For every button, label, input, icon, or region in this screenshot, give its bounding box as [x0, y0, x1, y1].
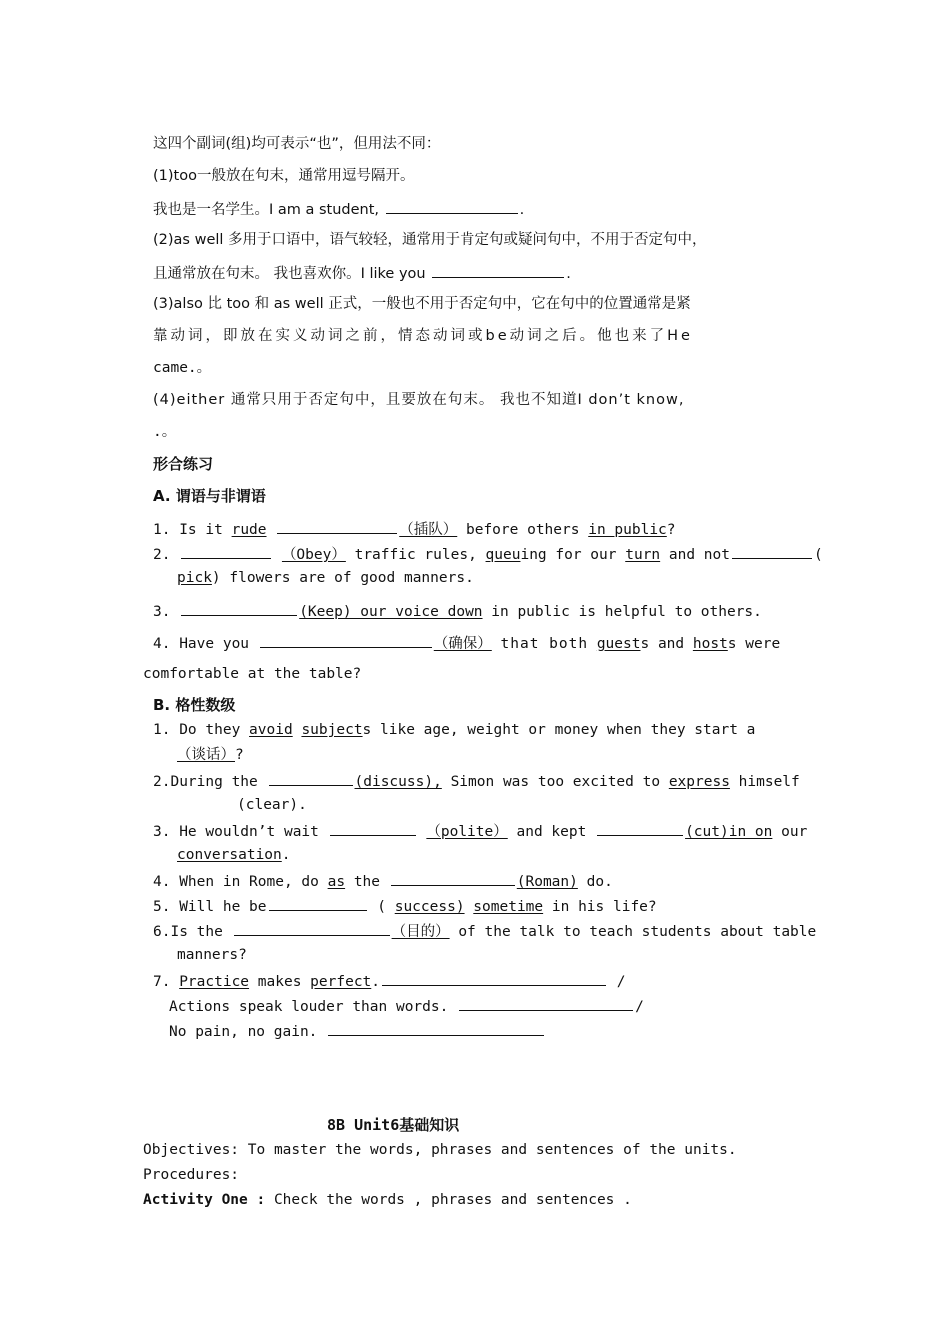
keyword: perfect: [310, 974, 372, 990]
question-text: When in Rome, do: [179, 874, 319, 890]
intro-text: .: [519, 202, 525, 218]
intro-line-2: (1)too一般放在句末，通常用逗号隔开。: [153, 168, 415, 184]
part-a-q4-cont: comfortable at the table?: [143, 666, 362, 682]
question-text: before others: [465, 522, 580, 538]
question-text: Do they: [179, 722, 241, 738]
question-number: 4.: [153, 636, 171, 652]
question-number: 5.: [153, 899, 171, 915]
answer-blank[interactable]: [328, 1021, 544, 1036]
answer-blank[interactable]: [432, 263, 564, 278]
question-text: and not: [668, 547, 730, 563]
activity-label: Activity One :: [143, 1192, 266, 1208]
hint: (discuss),: [354, 774, 442, 790]
question-text: Have you: [179, 636, 250, 652]
question-text: Actions speak louder than words.: [169, 999, 449, 1015]
hint: （Obey）: [281, 547, 346, 563]
intro-line-5: [153, 263, 571, 283]
question-text: makes: [257, 974, 302, 990]
part-a-q1: [153, 519, 676, 539]
answer-blank[interactable]: [234, 921, 390, 936]
keyword: Practice: [179, 974, 250, 990]
keyword: subject: [301, 722, 363, 738]
answer-blank[interactable]: [382, 971, 606, 986]
objectives: Objectives: To master the words, phrases and sentences of the units.: [143, 1142, 737, 1158]
answer-blank[interactable]: [260, 633, 432, 648]
part-b-q2-cont: (clear).: [237, 797, 307, 813]
intro-text: 且通常放在句末。 我也喜欢你。I like you: [153, 266, 426, 282]
intro-line-6: (3)also 比 too 和 as well 正式，一般也不用于否定句中，它在句中的位置通常是紧: [153, 296, 691, 312]
question-text: the: [353, 874, 381, 890]
answer-blank[interactable]: [269, 896, 367, 911]
question-text: do.: [586, 874, 613, 890]
intro-line-7: 靠动词，即放在实义动词之前，情态动词或be动词之后。他也来了He: [153, 328, 693, 344]
question-text: No pain, no gain.: [169, 1024, 318, 1040]
part-b-q5: [153, 896, 657, 916]
hint: success): [394, 899, 465, 915]
part-b-q1-cont: [177, 746, 244, 764]
keyword: host: [692, 636, 728, 652]
question-number: 7.: [153, 974, 171, 990]
hint: （确保）: [433, 636, 492, 652]
part-a-q3: [153, 601, 762, 621]
keyword: express: [668, 774, 730, 790]
activity-one: [143, 1191, 632, 1209]
question-text: s like age, weight or money when they start a: [362, 722, 756, 738]
hint: （谈话）: [177, 747, 235, 763]
section-title: 形合练习: [153, 455, 214, 473]
question-number: 2.: [153, 774, 171, 790]
question-text: our: [781, 824, 808, 840]
question-text: .: [371, 974, 381, 990]
keyword: queu: [485, 547, 521, 563]
answer-blank[interactable]: [597, 821, 683, 836]
question-text: Is it: [179, 522, 223, 538]
part-b-q7: [153, 971, 625, 991]
question-number: 2.: [153, 547, 171, 563]
question-number: 3.: [153, 824, 171, 840]
keyword: rude: [231, 522, 267, 538]
answer-blank[interactable]: [181, 601, 297, 616]
hint: (cut)in on: [685, 824, 773, 840]
question-number: 4.: [153, 874, 171, 890]
answer-blank[interactable]: [277, 519, 397, 534]
question-text: ) flowers are of good manners.: [211, 570, 474, 586]
keyword: turn: [625, 547, 661, 563]
part-b-title: B. 格性数级: [153, 696, 236, 714]
question-text: ing for our: [520, 547, 617, 563]
question-text: .: [281, 847, 291, 863]
keyword: avoid: [249, 722, 293, 738]
answer-blank[interactable]: [330, 821, 416, 836]
intro-line-10: .。: [153, 424, 177, 440]
procedures: Procedures:: [143, 1167, 240, 1183]
part-b-q1: [153, 721, 755, 739]
keyword: pick: [177, 570, 212, 586]
part-b-q3-cont: [177, 846, 291, 864]
part-a-title: A. 谓语与非谓语: [153, 487, 266, 505]
keyword: as: [327, 874, 346, 890]
intro-line-4: (2)as well 多用于口语中，语气较轻，通常用于肯定句或疑问句中，不用于否定句中，: [153, 232, 707, 248]
hint: (Roman): [516, 874, 578, 890]
question-text: Simon was too excited to: [450, 774, 661, 790]
question-text: (: [814, 547, 823, 563]
hint: （插队）: [399, 522, 458, 538]
part-b-q3: [153, 821, 807, 841]
hint: (Keep) our voice down: [299, 604, 483, 620]
part-a-q4: [153, 633, 780, 653]
keyword: sometime: [473, 899, 544, 915]
question-text: ?: [666, 522, 676, 538]
part-b-q6-cont: manners?: [177, 947, 247, 963]
question-text: /: [616, 974, 626, 990]
part-b-q6: [153, 921, 816, 941]
question-text: /: [635, 999, 644, 1015]
intro-line-8: came.。: [153, 360, 212, 376]
answer-blank[interactable]: [459, 996, 633, 1011]
activity-text: Check the words , phrases and sentences .: [273, 1192, 632, 1208]
unit-title: 8B Unit6基础知识: [327, 1116, 460, 1134]
question-text: During the: [170, 774, 258, 790]
question-text: himself: [738, 774, 800, 790]
part-a-q2-cont: [177, 569, 474, 587]
hint: （目的）: [391, 924, 450, 940]
question-text: Will he be: [179, 899, 267, 915]
question-text: (: [377, 899, 386, 915]
intro-text: 我也是一名学生。I am a student,: [153, 202, 380, 218]
question-number: 1.: [153, 722, 171, 738]
answer-blank[interactable]: [181, 544, 271, 559]
hint: （polite）: [426, 824, 508, 840]
question-number: 3.: [153, 604, 171, 620]
intro-line-9: (4)either 通常只用于否定句中，且要放在句末。 我也不知道I don’t know,: [153, 392, 685, 408]
answer-blank[interactable]: [386, 199, 518, 214]
question-text: s and: [640, 636, 685, 652]
question-text: and kept: [516, 824, 587, 840]
question-number: 6.: [153, 924, 171, 940]
question-text: in public is helpful to others.: [491, 604, 762, 620]
answer-blank[interactable]: [391, 871, 515, 886]
keyword: guest: [596, 636, 641, 652]
intro-line-3: [153, 199, 524, 219]
question-text: He wouldn’t wait: [179, 824, 319, 840]
keyword: conversation: [177, 847, 282, 863]
question-text: ?: [235, 747, 244, 763]
part-b-q7-line-3: [169, 1021, 546, 1041]
answer-blank[interactable]: [732, 544, 812, 559]
keyword: in public: [588, 522, 667, 538]
part-b-q4: [153, 871, 613, 891]
part-b-q7-line-2: [169, 996, 644, 1016]
intro-text: .: [566, 266, 571, 282]
question-text: traffic rules,: [354, 547, 477, 563]
part-a-q2: [153, 544, 823, 564]
question-text: in his life?: [551, 899, 657, 915]
question-number: 1.: [153, 522, 171, 538]
question-text: Is the: [170, 924, 223, 940]
part-b-q2: [153, 771, 800, 791]
question-text: of the talk to teach students about table: [458, 924, 817, 940]
question-text: s were: [727, 636, 781, 652]
intro-line-1: 这四个副词(组)均可表示“也”，但用法不同：: [153, 136, 441, 152]
answer-blank[interactable]: [269, 771, 353, 786]
question-text: that both: [500, 636, 589, 652]
